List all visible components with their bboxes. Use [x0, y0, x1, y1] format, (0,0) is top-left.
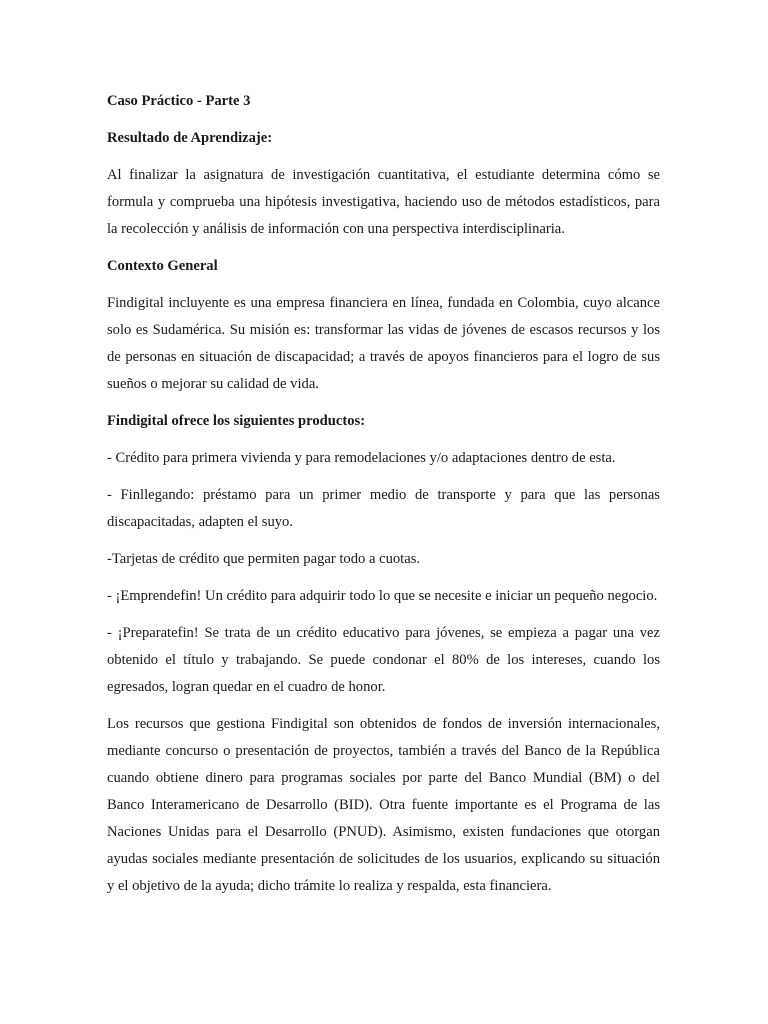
learning-outcome-paragraph: Al finalizar la asignatura de investigación cuantitativa, el estudiante determina cómo se formula y comprueba una hipótesis investigativa, haciendo uso de métodos estadísticos, para la recolección y análisis de información con una perspectiva interdisciplinaria. — [107, 167, 660, 237]
document-title: Caso Práctico - Parte 3 — [107, 93, 251, 109]
product-item-finllegando: - Finllegando: préstamo para un primer medio de transporte y para que las personas discapacitadas, adapten el suyo. — [107, 487, 660, 530]
document-page — [107, 88, 660, 910]
context-heading: Contexto General — [107, 258, 218, 274]
product-item-preparatefin: - ¡Preparatefin! Se trata de un crédito educativo para jóvenes, se empieza a pagar una vez obtenido el título y trabajando. Se puede condonar el 80% de los intereses, cuando los egresados, logran quedar en el cuadro de honor. — [107, 625, 660, 695]
products-heading: Findigital ofrece los siguientes productos: — [107, 413, 366, 429]
product-item-vivienda: - Crédito para primera vivienda y para remodelaciones y/o adaptaciones dentro de esta. — [107, 450, 616, 466]
product-item-emprendefin: - ¡Emprendefin! Un crédito para adquirir todo lo que se necesite e iniciar un pequeño negocio. — [107, 588, 658, 604]
product-item-tarjetas: -Tarjetas de crédito que permiten pagar todo a cuotas. — [107, 551, 421, 567]
context-paragraph: Findigital incluyente es una empresa financiera en línea, fundada en Colombia, cuyo alcance solo es Sudamérica. Su misión es: transformar las vidas de jóvenes de escasos recursos y los de personas en situación de discapacidad; a través de apoyos financieros para el logro de sus sueños o mejorar su calidad de vida. — [107, 295, 660, 392]
resources-paragraph: Los recursos que gestiona Findigital son obtenidos de fondos de inversión internacionales, mediante concurso o presentación de proyectos, también a través del Banco de la República cuando obtiene dinero para programas sociales por parte del Banco Mundial (BM) o del Banco Interamericano de Desarrollo (BID). Otra fuente importante es el Programa de las Naciones Unidas para el Desarrollo (PNUD). Asimismo, existen fundaciones que otorgan ayudas sociales mediante presentación de solicitudes de los usuarios, explicando su situación y el objetivo de la ayuda; dicho trámite lo realiza y respalda, esta financiera. — [107, 716, 660, 894]
learning-outcome-heading: Resultado de Aprendizaje: — [107, 130, 273, 146]
